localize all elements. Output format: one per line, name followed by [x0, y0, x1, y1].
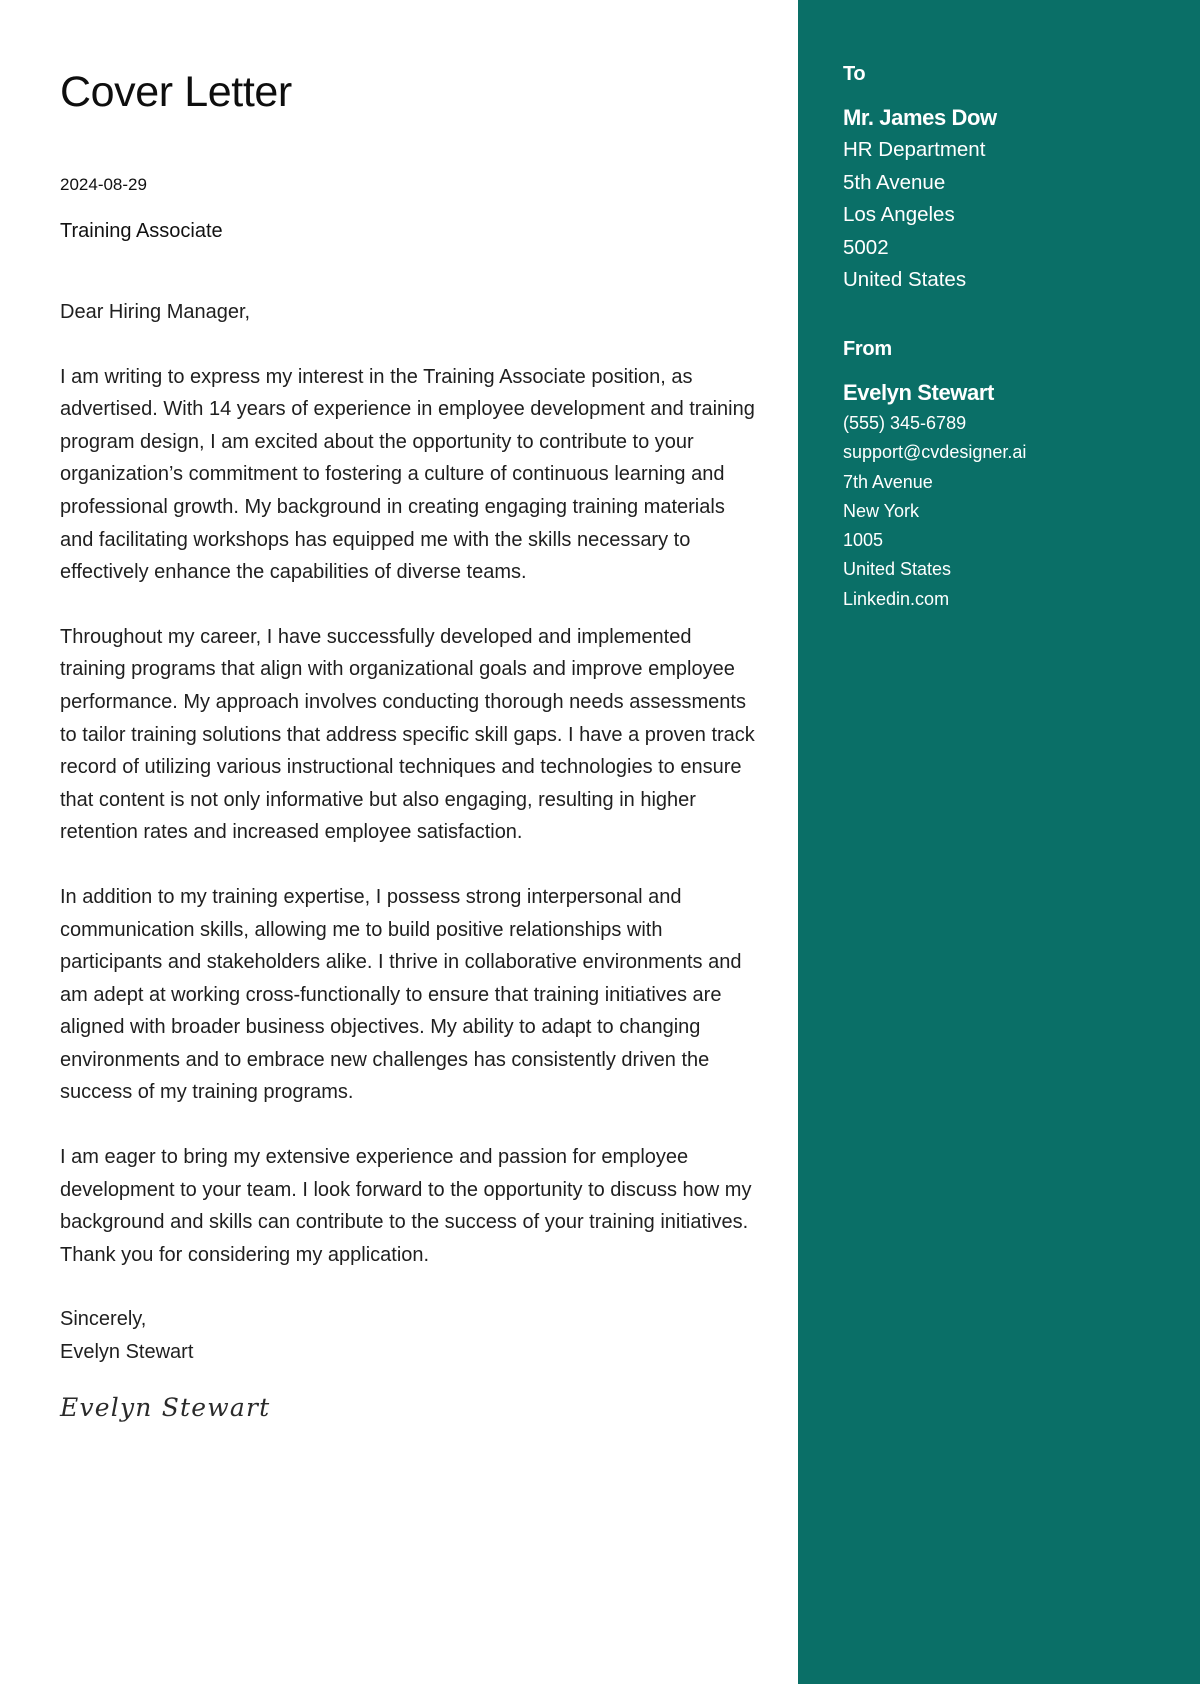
sender-email[interactable]: support@cvdesigner.ai: [843, 442, 1027, 463]
recipient-city: Los Angeles: [843, 203, 955, 227]
paragraph-4: I am eager to bring my extensive experience and passion for employee development to your team. I look forward to the opportunity to discuss how my background and skills can contribute to the success of your training initiatives. Thank you for considering my application.: [60, 1146, 752, 1266]
recipient-postal: 5002: [843, 235, 889, 259]
recipient-street: 5th Avenue: [843, 170, 946, 194]
job-position: Training Associate: [60, 220, 223, 242]
recipient-heading: To: [843, 63, 866, 85]
recipient-department: HR Department: [843, 138, 986, 161]
sender-website[interactable]: Linkedin.com: [843, 588, 950, 609]
recipient-name: Mr. James Dow: [843, 105, 997, 130]
recipient-address: [843, 134, 1200, 297]
sender-city: New York: [843, 500, 920, 521]
recipient-country: United States: [843, 268, 967, 292]
handwritten-signature: [60, 1387, 271, 1427]
sender-street: 7th Avenue: [843, 471, 933, 492]
contact-sidebar: [798, 0, 1200, 1684]
letter-body: [60, 296, 760, 1427]
sender-name: Evelyn Stewart: [843, 379, 994, 405]
page-title: Cover Letter: [60, 68, 292, 116]
salutation: Dear Hiring Manager,: [60, 301, 251, 323]
sender-postal: 1005: [843, 530, 884, 551]
svg-text:Evelyn Stewart: Evelyn Stewart: [60, 1392, 271, 1422]
paragraph-3: In addition to my training expertise, I possess strong interpersonal and communication skills, allowing me to build positive relationships with participants and stakeholders alike. I thrive in collaborative environments and am adept at working cross-functionally to ensure that training initiatives are aligned with broader business objectives. My ability to adapt to changing environments and to embrace new challenges has consistently driven the success of my training programs.: [60, 885, 742, 1104]
sender-country: United States: [843, 559, 952, 580]
paragraph-1: I am writing to express my interest in the Training Associate position, as advertised. With 14 years of experience in employee development and training program design, I am excited about the opportunity to contribute to your organization’s commitment to fostering a culture of continuous learning and professional growth. My background in creating engaging training materials and facilitating workshops has equipped me with the skills necessary to effectively enhance the capabilities of diverse teams.: [60, 365, 755, 584]
signer-name: Evelyn Stewart: [60, 1341, 194, 1364]
sender-phone: (555) 345-6789: [843, 412, 967, 433]
paragraph-2: Throughout my career, I have successfully developed and implemented training programs that align with organizational goals and improve employee performance. My approach involves conducting thorough needs assessments to tailor training solutions that address specific skill gaps. I have a proven track record of utilizing various instructional techniques and technologies to ensure that content is not only informative but also engaging, resulting in higher retention rates and increased employee satisfaction.: [60, 625, 755, 844]
sender-contact: [843, 409, 1200, 614]
sender-heading: From: [843, 337, 892, 360]
closing: Sincerely,: [60, 1308, 147, 1331]
letter-date: 2024-08-29: [60, 175, 147, 194]
